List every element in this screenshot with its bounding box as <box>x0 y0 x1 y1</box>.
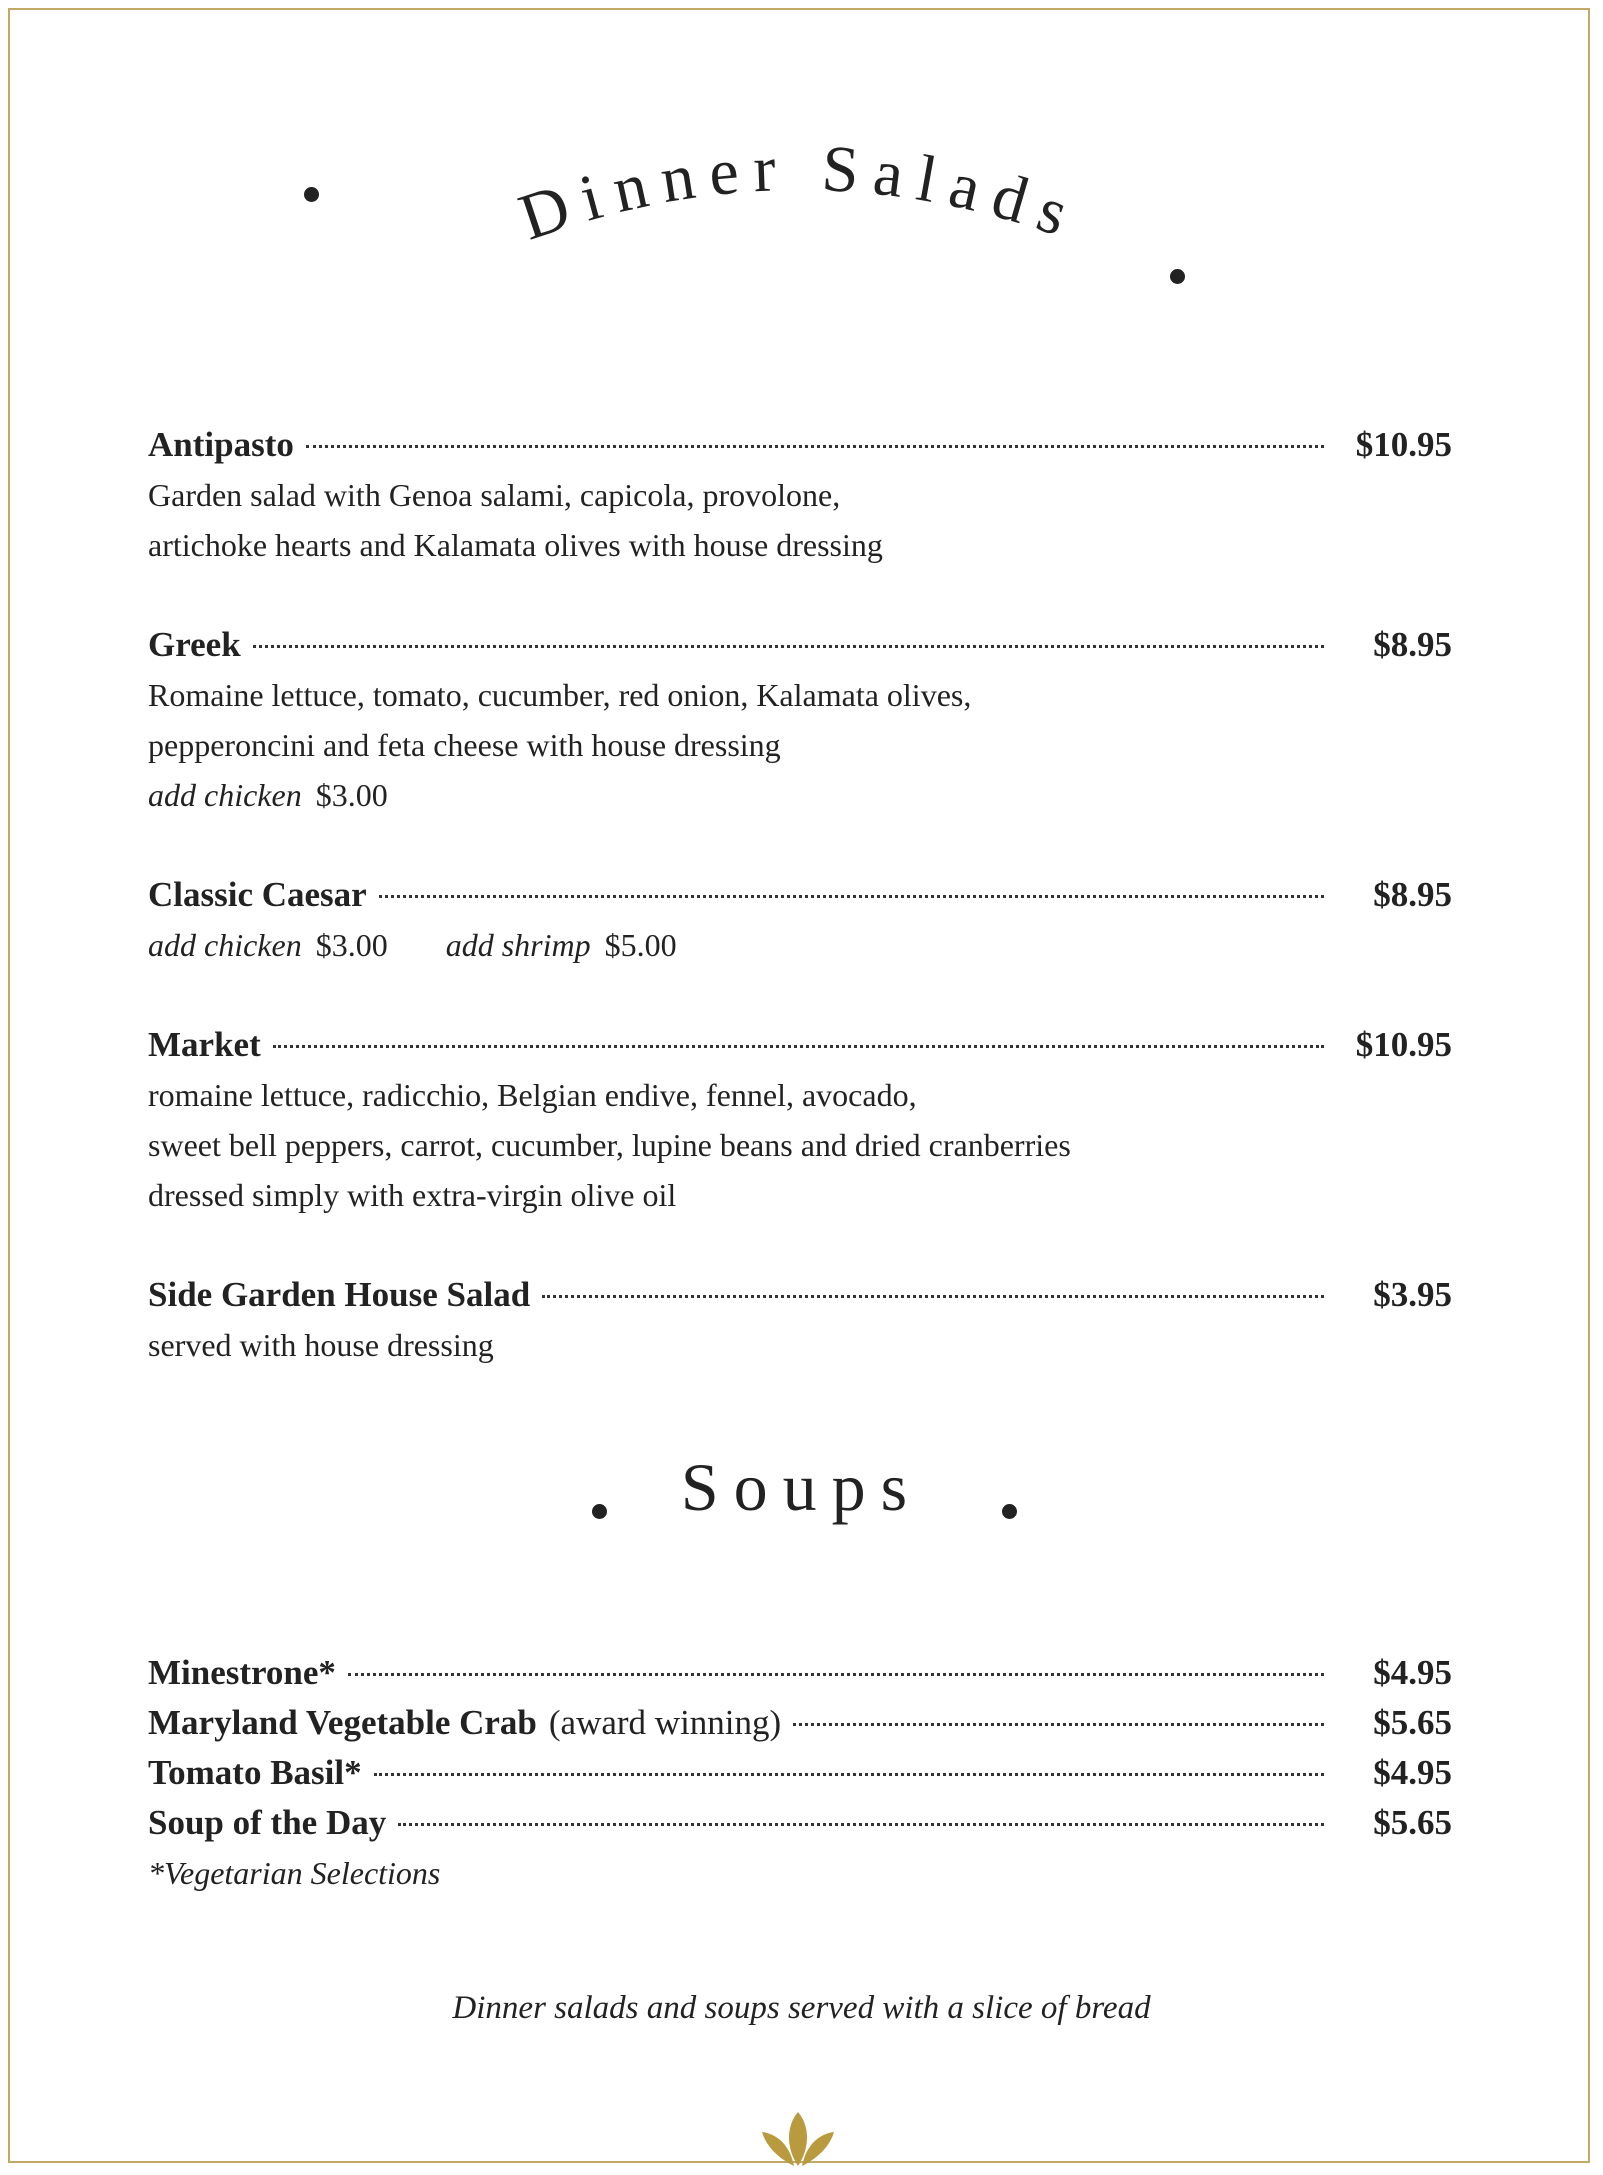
salads-heading-text: Dinner Salads <box>510 140 1091 255</box>
dot-leader <box>253 645 1324 648</box>
item-price: $8.95 <box>1373 875 1452 914</box>
item-price: $5.65 <box>1373 1703 1452 1742</box>
soup-item <box>148 1648 1452 1698</box>
menu-item-side-garden-house-salad <box>148 1270 1452 1370</box>
item-description: sweet bell peppers, carrot, cucumber, lupine beans and dried cranberries <box>148 1127 1071 1163</box>
salads-list <box>148 420 1452 1370</box>
dot-leader <box>273 1045 1324 1048</box>
item-price: $4.95 <box>1373 1753 1452 1792</box>
dot-ornament-icon <box>1170 269 1185 284</box>
addon-option: add chicken $3.00 <box>148 927 388 963</box>
item-name: Antipasto <box>148 425 294 464</box>
item-note: (award winning) <box>548 1703 782 1742</box>
menu-item-greek <box>148 620 1452 820</box>
addon-option: add chicken $3.00 <box>148 777 388 813</box>
dot-leader <box>374 1773 1324 1776</box>
item-name: Side Garden House Salad <box>148 1275 531 1314</box>
dot-ornament-icon <box>304 187 319 202</box>
menu-item-market <box>148 1020 1452 1220</box>
svg-text:Dinner Salads <box>511 140 1090 255</box>
soup-item <box>148 1748 1452 1798</box>
closing-note: Dinner salads and soups served with a slice of bread <box>452 1990 1151 2026</box>
item-name: Maryland Vegetable Crab <box>148 1703 537 1742</box>
dot-leader <box>542 1295 1324 1298</box>
vegetarian-footnote: *Vegetarian Selections <box>148 1855 441 1891</box>
addon-row <box>148 920 1452 970</box>
item-name: Classic Caesar <box>148 875 367 914</box>
soup-item <box>148 1698 1452 1748</box>
item-name: Soup of the Day <box>148 1803 387 1842</box>
addon-option: add shrimp $5.00 <box>445 927 677 963</box>
dot-ornament-icon <box>592 1504 607 1519</box>
menu-item-classic-caesar <box>148 870 1452 970</box>
item-description: artichoke hearts and Kalamata olives with house dressing <box>148 527 883 563</box>
dot-leader <box>793 1723 1324 1726</box>
menu-item-antipasto <box>148 420 1452 570</box>
item-price: $10.95 <box>1355 425 1452 464</box>
soups-heading: Soups <box>680 1449 923 1525</box>
dot-leader <box>306 445 1324 448</box>
dot-leader <box>348 1673 1324 1676</box>
item-price: $10.95 <box>1355 1025 1452 1064</box>
item-description: romaine lettuce, radicchio, Belgian endive, fennel, avocado, <box>148 1077 917 1113</box>
salads-heading <box>400 140 1200 320</box>
item-name: Greek <box>148 625 241 664</box>
item-description: served with house dressing <box>148 1327 494 1363</box>
item-description: Garden salad with Genoa salami, capicola, provolone, <box>148 477 841 513</box>
item-price: $8.95 <box>1373 625 1452 664</box>
item-price: $4.95 <box>1373 1653 1452 1692</box>
leaf-ornament-icon <box>748 2108 848 2168</box>
item-name: Minestrone* <box>148 1653 336 1692</box>
item-description: pepperoncini and feta cheese with house dressing <box>148 727 781 763</box>
soup-item <box>148 1798 1452 1848</box>
item-price: $5.65 <box>1373 1803 1452 1842</box>
dot-ornament-icon <box>1002 1504 1017 1519</box>
addon-row <box>148 770 1452 820</box>
item-name: Market <box>148 1025 261 1064</box>
item-description: Romaine lettuce, tomato, cucumber, red onion, Kalamata olives, <box>148 677 972 713</box>
dot-leader <box>398 1823 1324 1826</box>
item-description: dressed simply with extra-virgin olive oil <box>148 1177 677 1213</box>
dot-leader <box>379 895 1324 898</box>
soups-list <box>148 1648 1452 1898</box>
item-price: $3.95 <box>1373 1275 1452 1314</box>
item-name: Tomato Basil* <box>148 1753 362 1792</box>
